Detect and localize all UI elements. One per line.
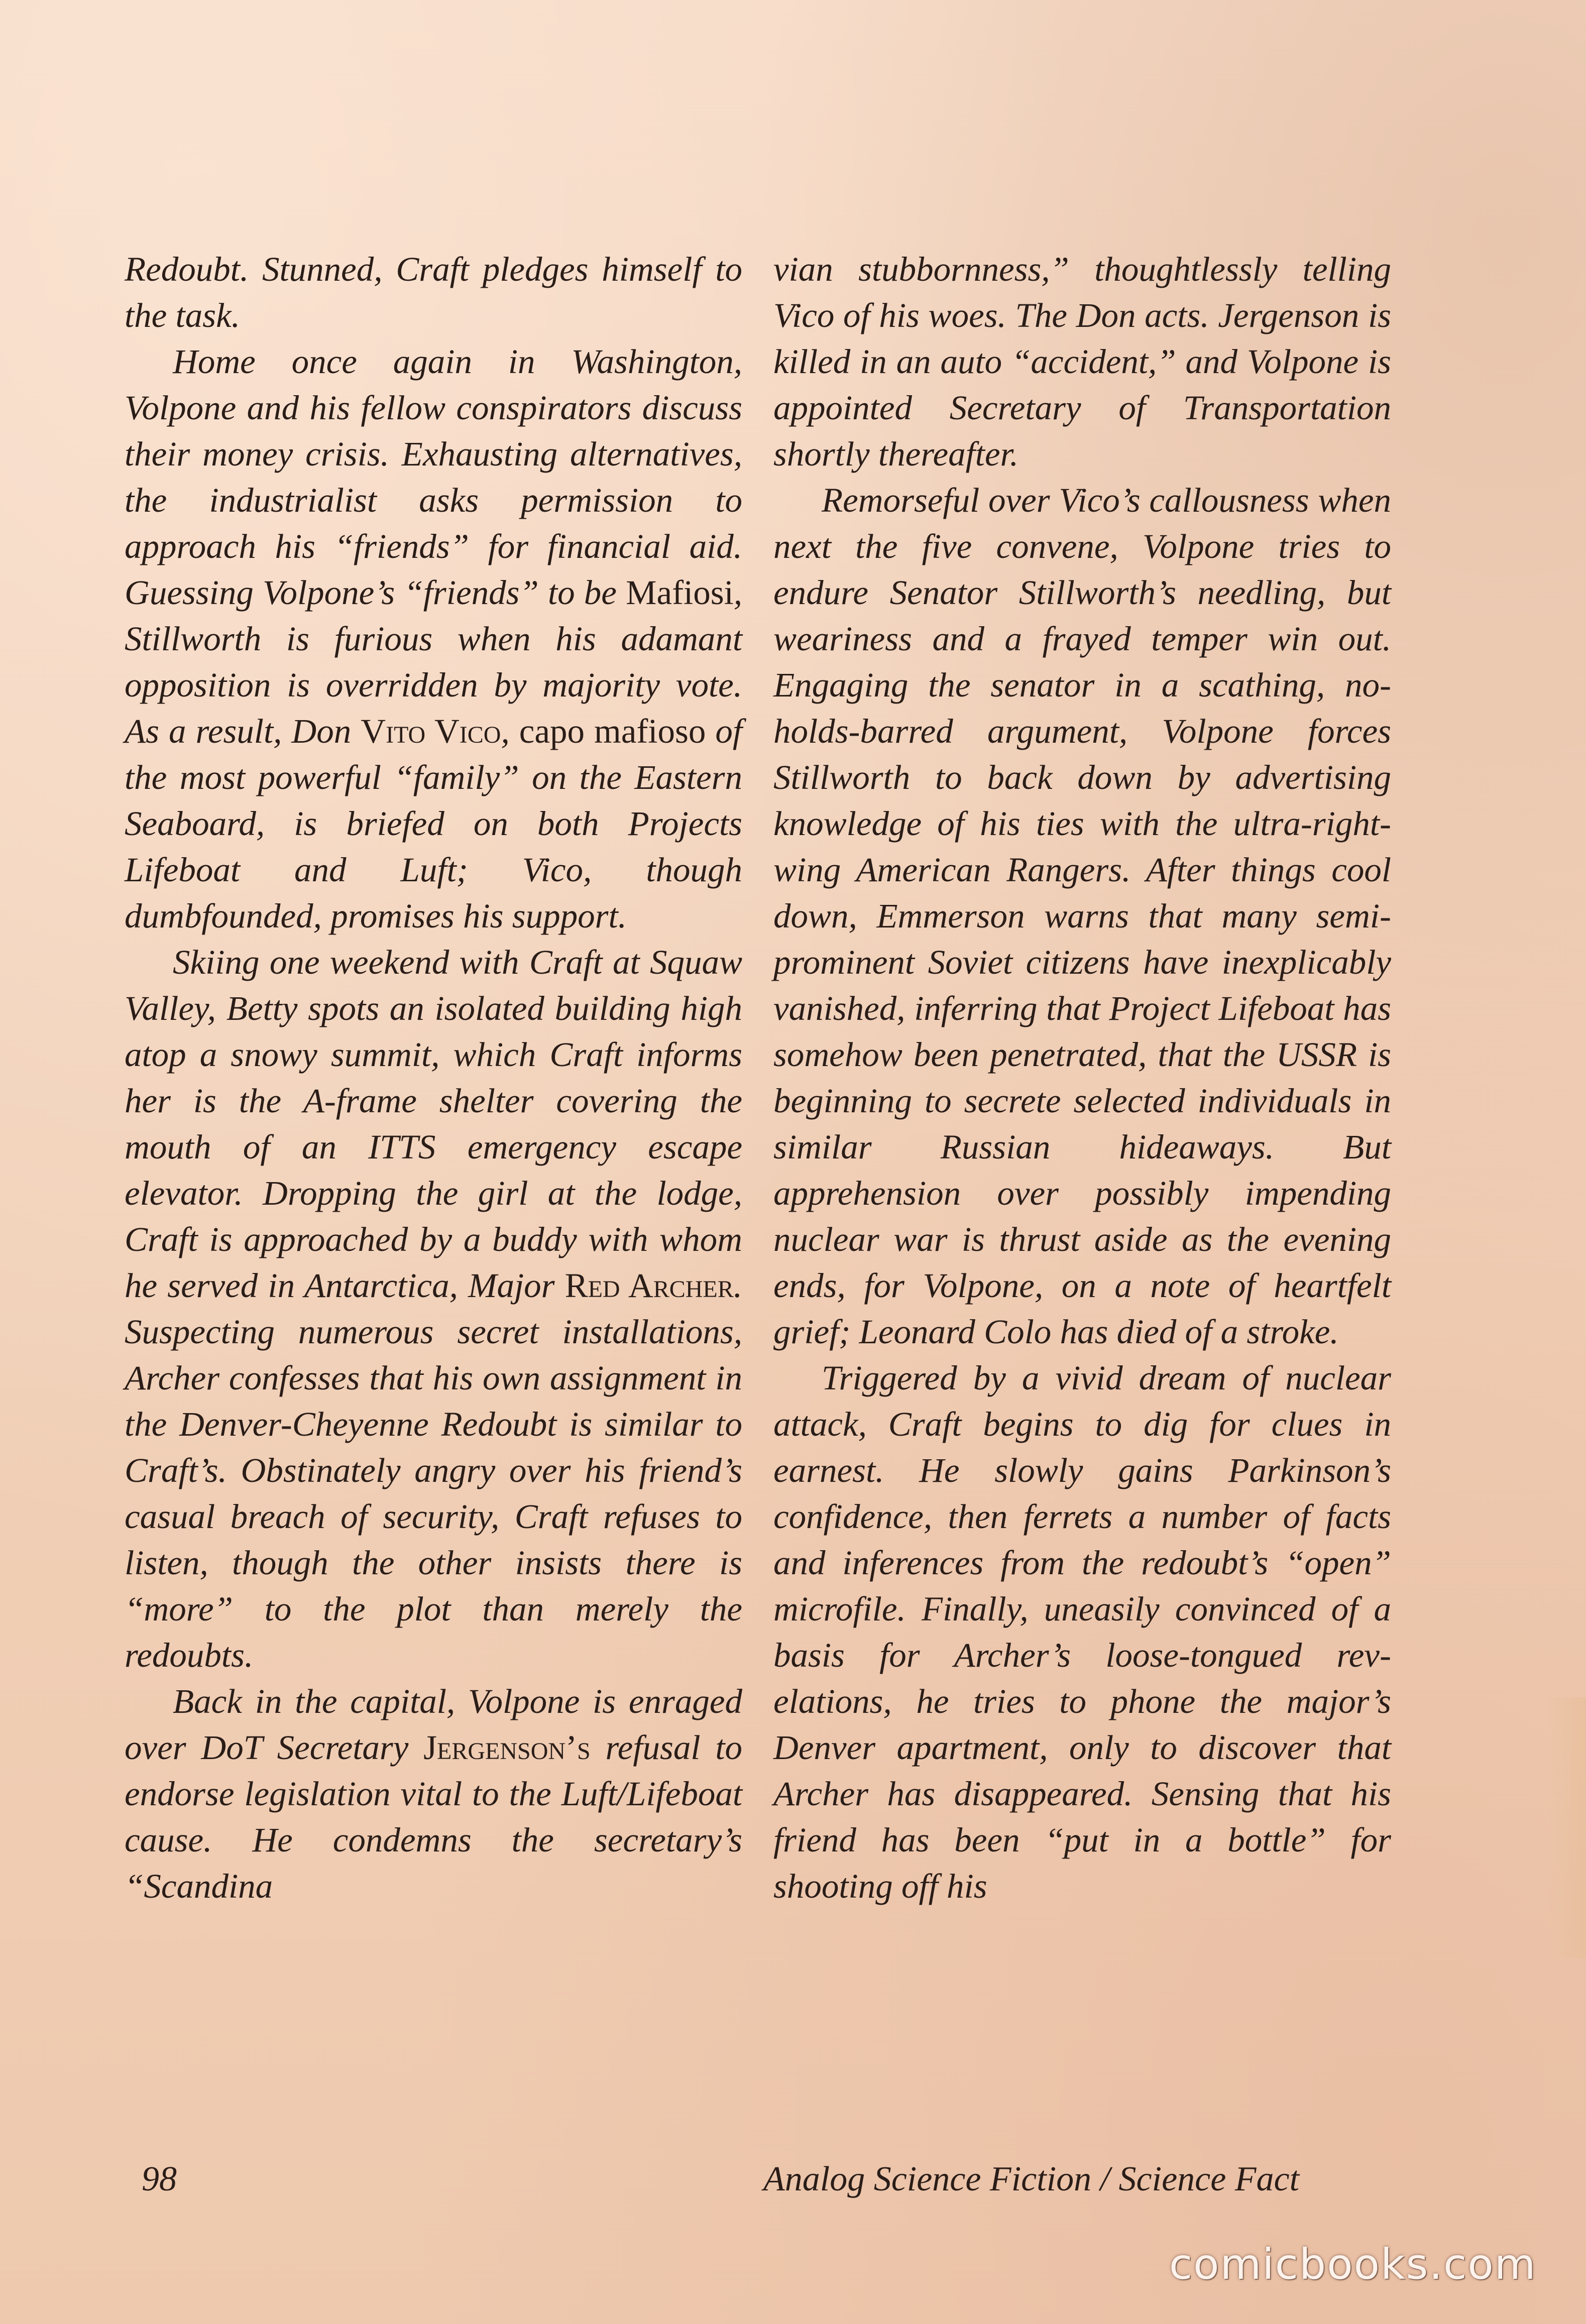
text-column-left	[125, 246, 742, 1909]
text-run: of the most powerful “family” on the Eastern Seaboard, is briefed on both Projects Lifeboat and Luft; Vico, though dumbfounded, promises his support.	[125, 712, 743, 935]
text-column-right	[773, 246, 1391, 1909]
name-smallcaps: Red Archer	[564, 1266, 734, 1305]
text-run: Triggered by a vivid dream of nuclear attack, Craft begins to dig for clues in earnest. He slowly gains Parkinson’s confidence, then ferrets a number of facts and inferences from the redoubt’s “open” microfile. Finally, uneasily convinced of a basis for Archer’s loose-tongued revelations, he tries to phone the major’s Denver apartment, only to discover that Archer has disappeared. Sensing that his friend has been “put in a bottle” for shooting off his	[773, 1359, 1391, 1905]
paragraph	[125, 338, 742, 939]
text-run: ,	[501, 712, 519, 750]
text-run: . Suspecting numerous secret installations, Archer confesses that his own assignment in the Denver-Cheyenne Redoubt is similar to Craft’s. Obstinately angry over his friend’s casual breach of security, Craft refuses to listen, though the other insists there is “more” to the plot than merely the redoubts.	[125, 1266, 742, 1674]
paragraph	[773, 246, 1391, 477]
roman-term: Mafiosi	[626, 573, 734, 612]
text-run: vian stubbornness,” thoughtlessly telling Vico of his woes. The Don acts. Jergenson is killed in an auto “accident,” and Volpone is appointed Secretary of Transportation shortly thereafter.	[773, 250, 1391, 473]
text-run: Skiing one weekend with Craft at Squaw Valley, Betty spots an isolated building high atop a snowy summit, which Craft informs her is the A-frame shelter covering the mouth of an ITTS emergency escape elevator. Dropping the girl at the lodge, Craft is approached by a buddy with whom he served in Antarctica, Major	[125, 943, 742, 1305]
site-watermark: comicbooks.com	[1169, 2240, 1537, 2289]
name-smallcaps: Vito Vico	[361, 712, 501, 750]
roman-term: capo mafioso	[519, 712, 706, 750]
text-run: Home once again in Washington, Volpone and his fellow conspirators discuss their money crisis. Exhausting alternatives, the industrialist asks permission to approach his “friends” for financial aid. Guessing Volpone’s “friends” to be	[125, 342, 742, 612]
name-smallcaps: Jergenson’s	[423, 1728, 591, 1767]
paragraph	[125, 1678, 742, 1909]
page-number: 98	[142, 2160, 177, 2198]
paragraph	[773, 1355, 1391, 1909]
text-run: , Stillworth is furious when his adamant opposition is overridden by majority vote. As a result, Don	[125, 573, 742, 750]
text-run: Remorseful over Vico’s callousness when next the five convene, Volpone tries to endure Senator Stillworth’s needling, but weariness and a frayed temper win out. Engaging the senator in a scathing, no-holds-barred argument, Volpone forces Stillworth to back down by advertising knowledge of his ties with the ultra-rightwing American Rangers. After things cool down, Emmerson warns that many semi-prominent Soviet citizens have inexplicably vanished, inferring that Project Lifeboat has somehow been penetrated, that the USSR is beginning to secrete selected individuals in similar Russian hideaways. But apprehension over possibly impending nuclear war is thrust aside as the evening ends, for Volpone, on a note of heartfelt grief; Leonard Colo has died of a stroke.	[773, 481, 1391, 1351]
text-run: refusal to endorse legislation vital to the Luft/Lifeboat cause. He condemns the secretary’s “Scandina	[125, 1728, 742, 1905]
paragraph	[773, 477, 1391, 1355]
paragraph	[125, 939, 742, 1678]
paragraph	[125, 246, 742, 338]
running-footer-title: Analog Science Fiction / Science Fact	[763, 2160, 1300, 2198]
text-run: Redoubt. Stunned, Craft pledges himself to the task.	[125, 250, 742, 334]
paper-stain	[1547, 1697, 1586, 1958]
text-run: Back in the capital, Volpone is enraged over DoT Secretary	[125, 1682, 742, 1767]
